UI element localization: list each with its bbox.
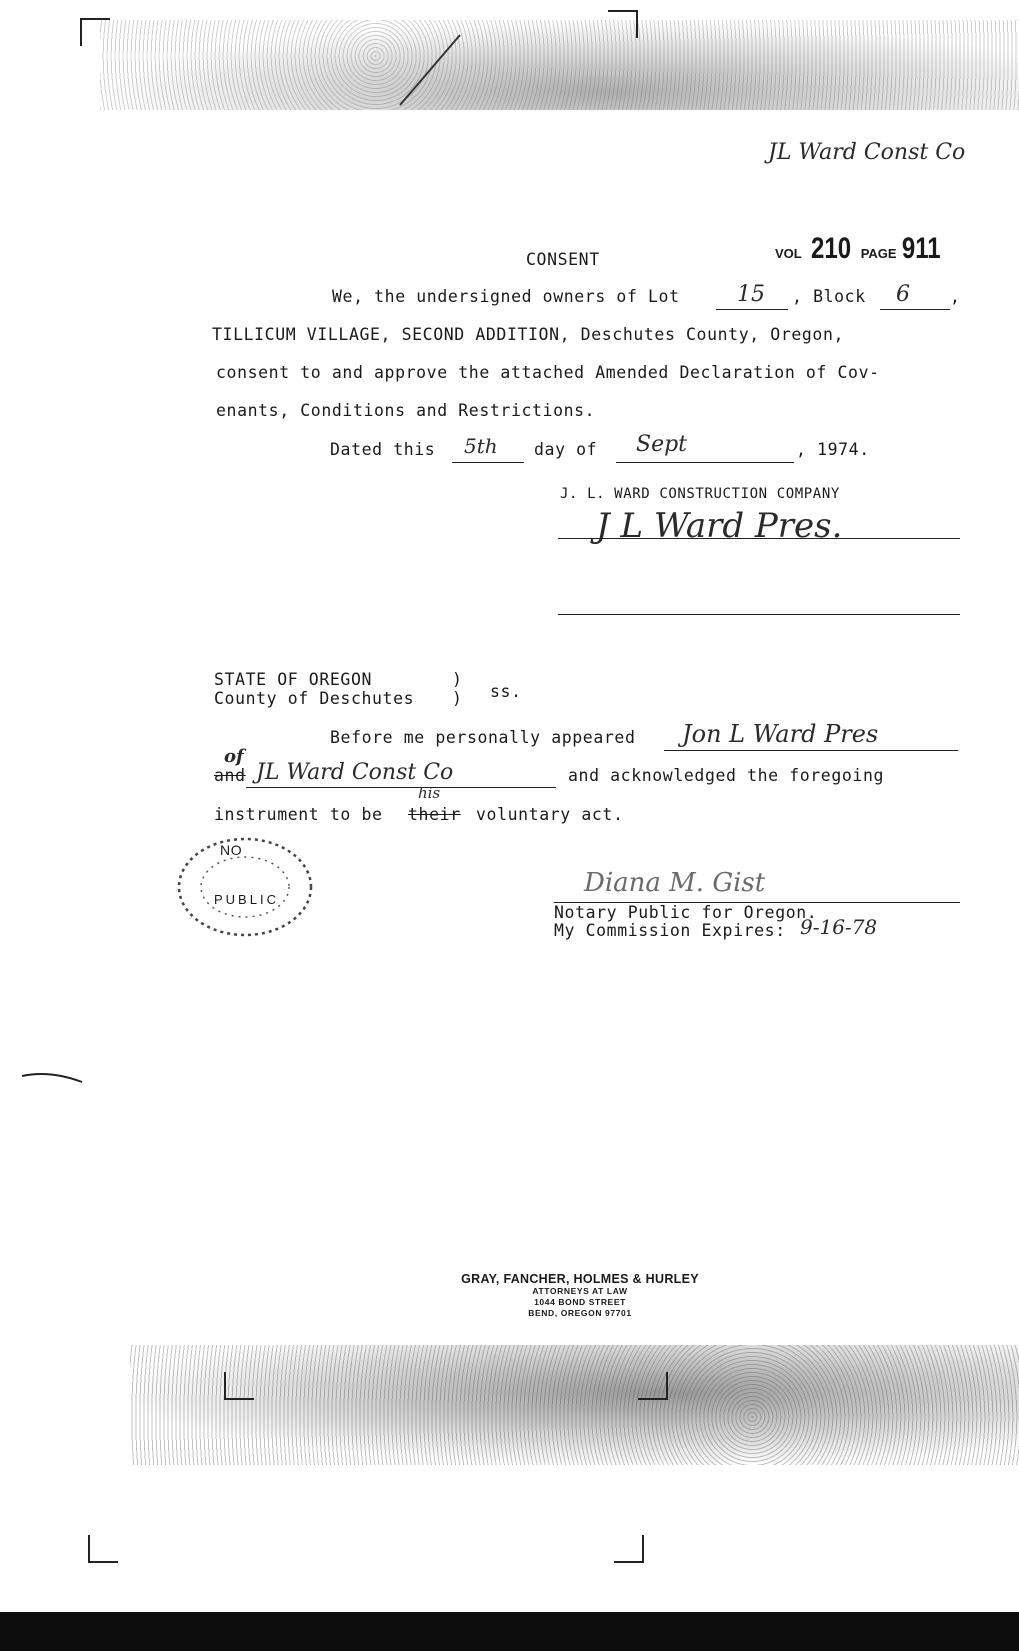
firm-role: ATTORNEYS AT LAW [532, 1286, 628, 1296]
consent-line1-prefix: We, the undersigned owners of Lot [332, 287, 680, 306]
scan-noise-top [100, 20, 1019, 110]
dated-mid: day of [534, 440, 598, 459]
and-replacement: of [224, 746, 244, 767]
month-blank-line [616, 462, 794, 463]
pen-stroke-mark [390, 30, 470, 110]
consent-line2: TILLICUM VILLAGE, SECOND ADDITION, Deschutes County, Oregon, [212, 325, 845, 344]
vol-number: 210 [811, 232, 852, 265]
instrument-prefix: instrument to be [214, 805, 383, 824]
their-struck: their [408, 805, 461, 824]
seal-text-top: NO [220, 842, 243, 858]
block-blank-line [880, 309, 950, 310]
state-label: STATE OF OREGON [214, 670, 373, 689]
ss-label: ss. [490, 682, 522, 701]
crop-mark-top-right [608, 10, 638, 38]
lot-blank-line [716, 309, 788, 310]
appeared-blank-line [664, 750, 958, 751]
and-struck: and [214, 766, 246, 785]
page-number: 911 [901, 232, 941, 265]
crop-mark-bottom-left [88, 1535, 118, 1563]
commission-expires: 9-16-78 [800, 915, 878, 939]
signature-line-1 [558, 538, 960, 539]
company-handwritten: JL Ward Const Co [256, 760, 454, 785]
dated-year: , 1974. [796, 440, 870, 459]
law-firm-footer [420, 1272, 740, 1319]
company-blank-line [246, 787, 556, 788]
company-signature: J L Ward Pres. [596, 506, 843, 546]
appeared-prefix: Before me personally appeared [330, 728, 636, 747]
lot-value: 15 [737, 282, 765, 307]
handwritten-header-note: JL Ward Const Co [768, 140, 966, 165]
consent-line4: enants, Conditions and Restrictions. [216, 401, 596, 420]
seal-text-middle: PUBLIC [214, 892, 279, 907]
acknowledged-text: and acknowledged the foregoing [568, 766, 885, 785]
day-blank-line [452, 462, 524, 463]
margin-mark [20, 1060, 90, 1090]
crop-mark-top-left [80, 18, 110, 46]
his-insert: his [418, 784, 441, 802]
company-name: J. L. WARD CONSTRUCTION COMPANY [560, 486, 840, 502]
firm-name: GRAY, FANCHER, HOLMES & HURLEY [461, 1272, 699, 1286]
dated-day: 5th [464, 434, 498, 458]
consent-line1-block: , Block [792, 287, 866, 306]
crop-mark-lower-right [638, 1372, 668, 1400]
scan-noise-bottom [130, 1345, 1019, 1465]
document-title: CONSENT [526, 250, 600, 269]
instrument-suffix: voluntary act. [476, 805, 624, 824]
crop-mark-bottom-right [614, 1535, 644, 1563]
appeared-name: Jon L Ward Pres [682, 720, 879, 748]
vol-label: VOL [775, 246, 802, 261]
page-label: PAGE [860, 246, 897, 261]
dated-month: Sept [636, 432, 688, 457]
signature-line-2 [558, 614, 960, 615]
state-bracket: ) [452, 670, 463, 689]
county-label: County of Deschutes [214, 689, 415, 708]
crop-mark-lower-left [224, 1372, 254, 1400]
dated-prefix: Dated this [330, 440, 436, 459]
consent-line3: consent to and approve the attached Amended Declaration of Cov- [216, 363, 880, 382]
seal-circle [170, 832, 320, 942]
notary-title: Notary Public for Oregon. [554, 903, 818, 922]
notary-seal [170, 832, 320, 942]
firm-city: BEND, OREGON 97701 [528, 1308, 632, 1318]
consent-line1-end: , [950, 287, 961, 306]
block-value: 6 [896, 282, 910, 307]
volume-page-stamp [775, 232, 945, 266]
firm-street: 1044 BOND STREET [534, 1297, 626, 1307]
county-bracket: ) [452, 689, 463, 708]
notary-signature: Diana M. Gist [584, 868, 766, 898]
scan-border-bottom [0, 1612, 1019, 1651]
commission-label: My Commission Expires: [554, 921, 786, 940]
